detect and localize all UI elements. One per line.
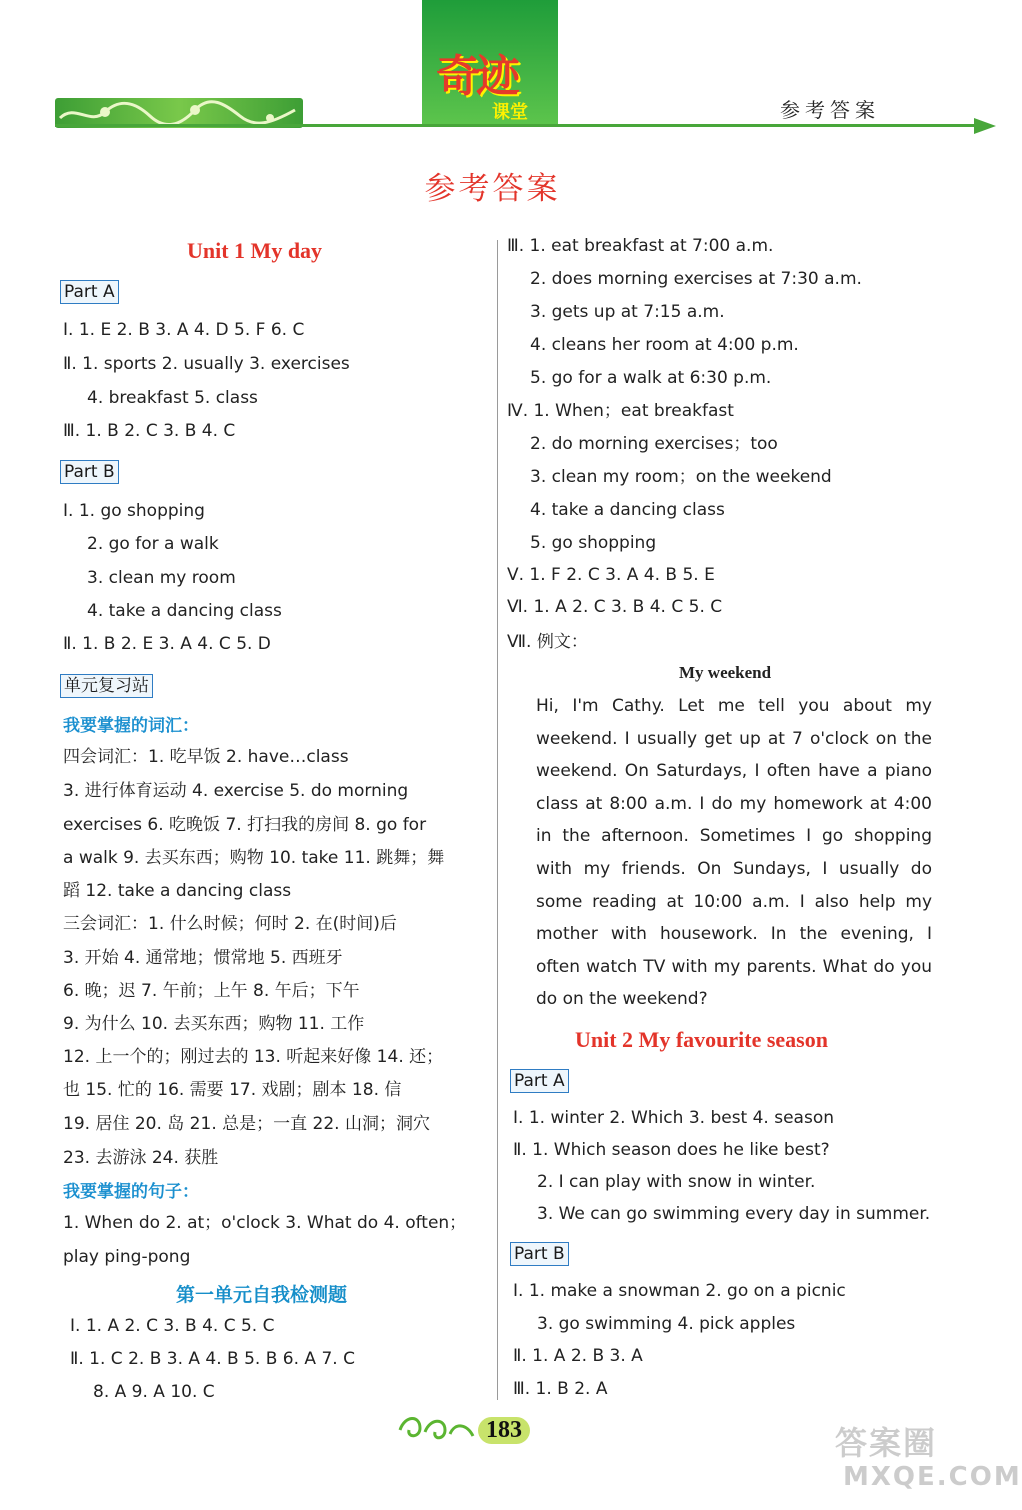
unit2-title: Unit 2 My favourite season	[575, 1027, 828, 1052]
vocab-line: a walk 9. 去买东西；购物 10. take 11. 跳舞；舞	[63, 848, 445, 868]
watermark-bottom: MXQE.COM	[843, 1462, 1022, 1492]
answer-line: Ⅱ. 1. sports 2. usually 3. exercises	[63, 354, 350, 374]
essay-body: Hi, I'm Cathy. Let me tell you about my weekend. I usually get up at 7 o'clock on the weekend. On Saturdays, I often have a piano class at 8:00 a.m. I do my homework at 4:00 in the afternoon. Sometimes I go shopping with my friends. On Sundays, I usually do some reading at 10:00 a.m. I also help my mother with housework. In the evening, I often watch TV with my parents. What do you do on the weekend?	[536, 696, 932, 1010]
vocab-heading: 我要掌握的词汇：	[63, 716, 199, 736]
answer-line: 3. clean my room	[87, 568, 236, 588]
answer-line: 5. go shopping	[530, 533, 657, 553]
answer-line: Ⅲ. 1. eat breakfast at 7:00 a.m.	[507, 236, 774, 256]
partB-label: Part B	[510, 1242, 569, 1266]
essay-title: My weekend	[679, 663, 772, 682]
answer-line: 2. go for a walk	[87, 534, 219, 554]
vocab-line: 3. 进行体育运动 4. exercise 5. do morning	[63, 781, 409, 801]
answer-line: Ⅵ. 1. A 2. C 3. B 4. C 5. C	[507, 597, 723, 617]
vocab-line: 3. 开始 4. 通常地；惯常地 5. 西班牙	[63, 948, 343, 968]
answer-line: 4. take a dancing class	[530, 500, 725, 520]
answer-line: Ⅰ. 1. go shopping	[63, 501, 205, 521]
answer-line: 3. clean my room；on the weekend	[530, 467, 832, 487]
page-number: 183	[478, 1417, 530, 1444]
answer-line: 3. gets up at 7:15 a.m.	[530, 302, 725, 322]
answer-line: 2. I can play with snow in winter.	[537, 1172, 816, 1192]
answer-line: Ⅶ. 例文：	[507, 632, 588, 652]
vocab-line: 12. 上一个的；刚过去的 13. 听起来好像 14. 还；	[63, 1047, 444, 1067]
partA-label: Part A	[510, 1069, 569, 1093]
vocab-line: 也 15. 忙的 16. 需要 17. 戏剧；剧本 18. 信	[63, 1080, 402, 1100]
answer-line: 5. go for a walk at 6:30 p.m.	[530, 368, 772, 388]
sentence-line: 1. When do 2. at；o'clock 3. What do 4. often；	[63, 1213, 467, 1233]
vocab-line: 四会词汇：1. 吃早饭 2. have…class	[63, 747, 349, 767]
watermark-logo	[835, 1418, 1022, 1492]
vocab-line: 9. 为什么 10. 去买东西；购物 11. 工作	[63, 1014, 365, 1034]
answer-line: Ⅰ. 1. winter 2. Which 3. best 4. season	[513, 1108, 835, 1128]
answer-line: Ⅲ. 1. B 2. A	[513, 1379, 608, 1399]
answer-line: Ⅱ. 1. B 2. E 3. A 4. C 5. D	[63, 634, 271, 654]
partA-label: Part A	[60, 280, 119, 304]
unit1-title: Unit 1 My day	[187, 238, 323, 263]
vocab-line: exercises 6. 吃晚饭 7. 打扫我的房间 8. go for	[63, 815, 427, 835]
answer-line: 4. take a dancing class	[87, 601, 282, 621]
answer-line: 3. We can go swimming every day in summer.	[537, 1204, 931, 1224]
test-title: 第一单元自我检测题	[176, 1284, 348, 1306]
page-title: 参考答案	[424, 171, 561, 207]
answer-line: 3. go swimming 4. pick apples	[537, 1314, 796, 1334]
header-rule	[55, 124, 990, 127]
vocab-line: 19. 居住 20. 岛 21. 总是；一直 22. 山洞；洞穴	[63, 1114, 430, 1134]
header-arrow-icon	[974, 118, 996, 134]
answer-line: Ⅱ. 1. Which season does he like best?	[513, 1140, 830, 1160]
column-divider	[497, 240, 498, 1400]
answer-line: Ⅴ. 1. F 2. C 3. A 4. B 5. E	[507, 565, 715, 585]
vocab-line: 23. 去游泳 24. 获胜	[63, 1148, 219, 1168]
answer-line: Ⅳ. 1. When；eat breakfast	[507, 401, 734, 421]
swirl-ornament-icon	[395, 1410, 475, 1450]
test-line: Ⅰ. 1. A 2. C 3. B 4. C 5. C	[70, 1316, 275, 1336]
answer-line: Ⅲ. 1. B 2. C 3. B 4. C	[63, 421, 236, 441]
answer-line: 4. cleans her room at 4:00 p.m.	[530, 335, 799, 355]
vocab-line: 三会词汇：1. 什么时候；何时 2. 在(时间)后	[63, 914, 397, 934]
watermark-top: 答案圈	[835, 1424, 938, 1462]
logo-main-text: 奇迹	[436, 51, 516, 102]
header-section-label: 参考答案	[780, 98, 880, 122]
test-line: Ⅱ. 1. C 2. B 3. A 4. B 5. B 6. A 7. C	[70, 1349, 355, 1369]
answer-line: Ⅰ. 1. make a snowman 2. go on a picnic	[513, 1281, 846, 1301]
answer-line: 2. does morning exercises at 7:30 a.m.	[530, 269, 862, 289]
review-label: 单元复习站	[60, 674, 153, 698]
answer-line: Ⅱ. 1. A 2. B 3. A	[513, 1346, 643, 1366]
answer-line: 4. breakfast 5. class	[87, 388, 258, 408]
answer-line: 2. do morning exercises；too	[530, 434, 778, 454]
test-line: 8. A 9. A 10. C	[93, 1382, 215, 1402]
vocab-line: 6. 晚；迟 7. 午前；上午 8. 午后；下午	[63, 981, 360, 1001]
logo-sub-text: 课堂	[492, 102, 528, 123]
sentence-heading: 我要掌握的句子：	[63, 1182, 199, 1202]
vocab-line: 蹈 12. take a dancing class	[63, 881, 292, 901]
partB-label: Part B	[60, 460, 119, 484]
answer-line: Ⅰ. 1. E 2. B 3. A 4. D 5. F 6. C	[63, 320, 305, 340]
brand-logo	[422, 0, 558, 124]
sentence-line: play ping-pong	[63, 1247, 191, 1267]
